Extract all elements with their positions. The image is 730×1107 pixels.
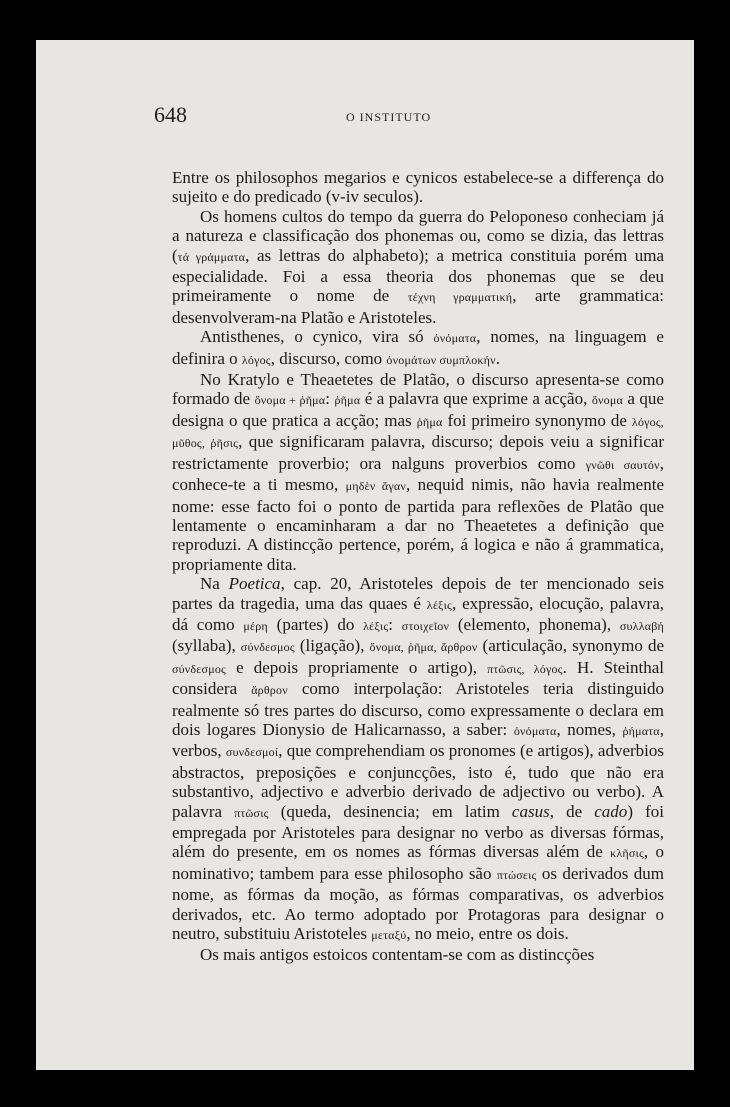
text-run: , expressão, elocução, palavra, dá como [172,593,664,634]
greek-term: ὀνόματα [433,331,477,346]
paragraph [172,370,664,574]
greek-term: ὀνόματα [513,723,557,738]
text-run: e depois propriamente o artigo), [225,657,488,677]
greek-term: πτώσεις [496,867,537,882]
text-run: Antisthenes, o cynico, vira só [200,327,434,347]
greek-term: ἄρθρον [251,683,288,698]
running-title: O INSTITUTO [346,110,432,124]
text-run: , cap. 20, Aristoteles depois de ter mencionado seis partes da tragedia, uma das quaes é [172,574,665,613]
italic-term: cado [594,801,628,821]
paragraph [172,945,664,964]
greek-term: ῥήματα [622,723,660,738]
greek-term: ὄνομα [591,393,623,408]
text-run: , que significaram palavra, discurso; depois veiu a significar restrictamente proverbio; ora nalguns proverbios como [172,432,664,473]
paragraph [172,327,664,370]
italic-term: casus [511,801,550,821]
text-run: Entre os philosophos megarios e cynicos estabelece-se a differença do sujeito e do predicado (v-iv seculos). [172,168,664,207]
text-run: , verbos, [172,719,665,761]
text-run: Na [200,574,229,594]
text-run: (partes) do [267,614,364,634]
greek-term: στοιχεῖον [401,618,450,633]
text-run: No Kratylo e Theaetetes de Platão, o discurso apresenta-se como formado de [172,370,664,409]
text-run: : [325,389,335,409]
text-run: , conhece-te a ti mesmo, [172,453,664,495]
paragraph [172,168,664,207]
text-run: Os homens cultos do tempo da guerra do Peloponeso conheciam já a natureza e classificação dos phonemas ou, como se dizia, das lettras ( [172,206,664,265]
text-run: , que comprehendiam os pronomes (e artigos), adverbios abstractos, preposições e conjuncções, isto é, tudo que não era substantivo, adjectivo e adverbio derivado de adjectivo ou verbo). A palavra [172,741,664,821]
greek-term: λόγος, μῦθος, ῥῆσις [172,414,664,451]
text-run: ) foi empregada por Aristoteles para designar no verbo as diversas fórmas, além do presente, em os nomes as fórmas diversas além de [172,801,664,862]
book-page [36,40,694,1070]
text-run: (syllaba), [172,636,241,656]
greek-term: τέχνη γραμματική [407,290,513,305]
body-text [172,168,664,965]
greek-term: τά γράμματα [177,249,246,264]
text-run: Os mais antigos estoicos contentam-se com as distincções [200,945,595,965]
greek-term: μηδὲν ἄγαν [345,479,406,494]
italic-term: Poetica [228,574,281,594]
text-run: . [495,348,501,368]
text-run: , nomes, na linguagem e definira o [172,327,664,368]
greek-term: ῥῆμα [334,393,361,408]
text-run: (queda, desinencia; em latim [268,801,512,821]
greek-term: μεταξύ [371,928,407,943]
greek-term: λόγος [241,352,271,367]
greek-term: ῥῆμα [416,414,443,429]
greek-term: πτῶσις [234,805,269,820]
paragraph [172,207,664,327]
text-run: como interpolação: Aristoteles teria distinguido realmente só tres partes do discurso, como expressamente o declara em dois logares Dionysio de Halicarnasso, a saber: [172,679,664,739]
greek-term: συνδεσμοί [225,745,279,760]
text-run: , o nominativo; tambem para esse philosopho são [172,842,664,883]
greek-term: ὄνομα + ῥῆμα [254,393,326,408]
greek-term: σύνδεσμος [240,640,295,655]
greek-term: πτῶσις, λόγος [487,661,563,676]
text-run: a que designa o que pratica a acção; mas [172,389,664,430]
page-number: 648 [154,102,187,127]
text-run: os derivados dum nome, as fórmas da moção, as fórmas comparativas, os adverbios derivados, etc. Ao termo adoptado por Protagoras para designar o neutro, substituiu Aristoteles [172,863,665,944]
text-run: , no meio, entre os dois. [406,924,569,944]
text-run: , nomes, [556,719,623,739]
text-run: (articulação, synonymo de [477,636,664,656]
text-run: , discurso, como [270,348,387,368]
paragraph [172,574,664,945]
greek-term: μέρη [243,618,268,633]
text-run: . H. Steinthal considera [172,657,665,699]
text-run: foi primeiro synonymo de [442,410,632,430]
text-run: é a palavra que exprime a acção, [360,389,592,409]
text-run: , de [549,801,595,821]
greek-term: ὄνομα, ῥῆμα, ἄρθρον [369,640,478,655]
text-run: : [388,614,402,634]
greek-term: λέξις [426,597,452,612]
greek-term: ὀνομάτων συμπλοκήν [386,352,496,367]
text-run: , nequid nimis, não havia realmente nome: esse facto foi o ponto de partida para reflexões de Platão que lentamente o encaminharam a dar no Theaetetes a definição que reproduzi. A distincção pertence, porém, á logica e não á grammatica, propriamente dita. [172,475,664,574]
greek-term: κλῆσις [610,846,644,861]
greek-term: γνῶθι σαυτόν [585,457,660,472]
text-run: , arte grammatica: desenvolveram-na Platão e Aristoteles. [172,286,665,327]
greek-term: σύνδεσμος [172,661,226,676]
text-run: (elemento, phonema), [449,614,620,634]
greek-term: λέξις [363,618,389,633]
text-run: , as lettras do alphabeto); a metrica constituia porém uma especialidade. Foi a essa theoria dos phonemas que se deu primeiramente o nome de [172,245,664,306]
greek-term: συλλαβή [619,618,664,633]
text-run: (ligação), [294,636,370,656]
